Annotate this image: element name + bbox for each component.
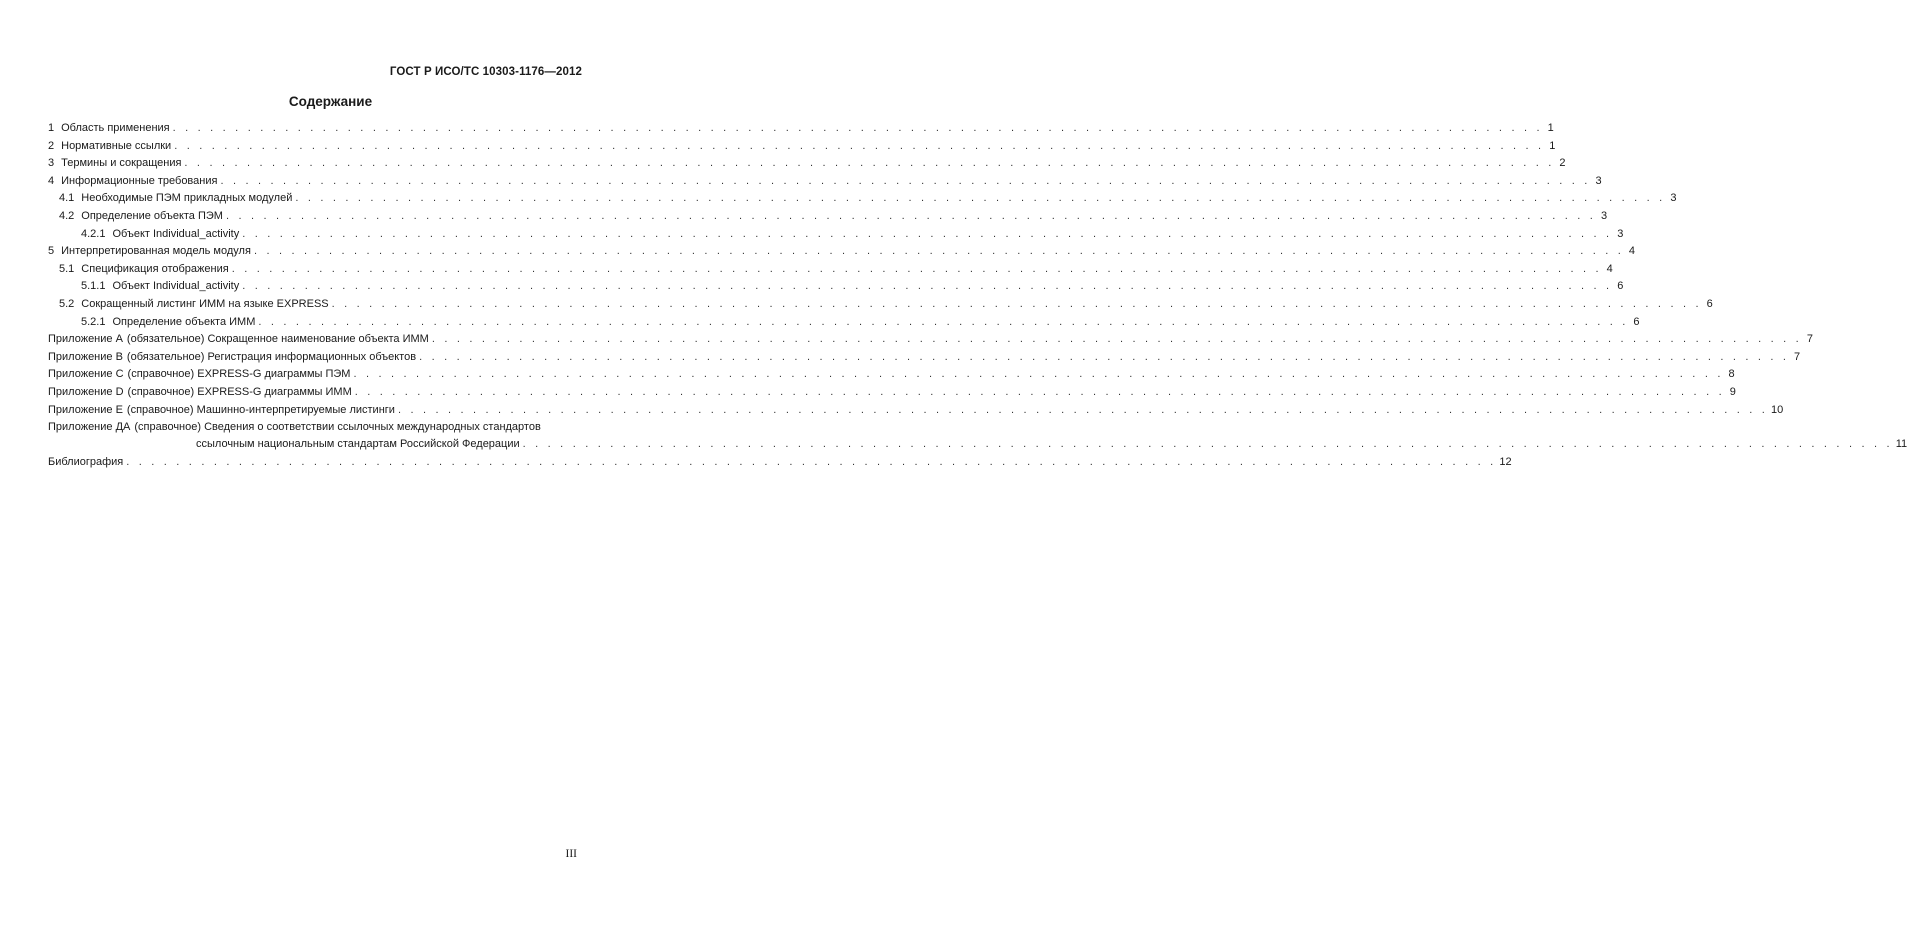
leader-dots: . . . . . . . . . . . . . . . . . . . . . . . . . . . . . . . . . . . . . . . . . . . . . . . . . . . . . . . . . . . . . . . . . . . . . . . . . . . . . . . . . . . . . . . . . . . . . . . . . . . . . . . . . . . . . .	[220, 174, 1591, 187]
toc-entry-number: Приложение ДА	[48, 421, 131, 434]
toc-entry[interactable]	[48, 174, 1602, 188]
toc-entry-title: Интерпретированная модель модуля	[61, 245, 251, 258]
leader-dots: . . . . . . . . . . . . . . . . . . . . . . . . . . . . . . . . . . . . . . . . . . . . . . . . . . . . . . . . . . . . . . . . . . . . . . . . . . . . . . . . . . . . . . . . . . . . . . . . . . . . . . . . . . . . . .	[231, 262, 1602, 275]
toc-entry-number: Приложение Е	[48, 403, 123, 416]
toc-entry-title: (справочное) Машинно-интерпретируемые листинги	[126, 403, 395, 416]
toc-entry-title: Нормативные ссылки	[61, 139, 172, 152]
leader-dots: . . . . . . . . . . . . . . . . . . . . . . . . . . . . . . . . . . . . . . . . . . . . . . . . . . . . . . . . . . . . . . . . . . . . . . . . . . . . . . . . . . . . . . . . . . . . . . . . . . . . . . . . . . . . . .	[258, 315, 1629, 328]
leader-dots: . . . . . . . . . . . . . . . . . . . . . . . . . . . . . . . . . . . . . . . . . . . . . . . . . . . . . . . . . . . . . . . . . . . . . . . . . . . . . . . . . . . . . . . . . . . . . . . . . . . . . . . . . . . . . .	[253, 245, 1625, 258]
toc-entry-page: 10	[1771, 403, 1784, 416]
toc-entry-title: Термины и сокращения	[61, 157, 182, 170]
toc-entry[interactable]	[48, 297, 1713, 311]
leader-dots: . . . . . . . . . . . . . . . . . . . . . . . . . . . . . . . . . . . . . . . . . . . . . . . . . . . . . . . . . . . . . . . . . . . . . . . . . . . . . . . . . . . . . . . . . . . . . . . . . . . . . . . . . . . . . .	[431, 333, 1802, 346]
page-number: III	[565, 848, 577, 860]
toc-entry-title-continued: ссылочным национальным стандартам Российской Федерации	[196, 438, 520, 451]
toc-entry[interactable]	[48, 157, 1566, 170]
toc-entry-title: (справочное) Сведения о соответствии ссылочных международных стандартов	[134, 421, 541, 434]
toc-entry-page: 1	[1549, 139, 1556, 152]
toc-entry-number: Приложение С	[48, 368, 124, 381]
toc-entry[interactable]	[48, 262, 1613, 276]
leader-dots: . . . . . . . . . . . . . . . . . . . . . . . . . . . . . . . . . . . . . . . . . . . . . . . . . . . . . . . . . . . . . . . . . . . . . . . . . . . . . . . . . . . . . . . . . . . . . . . . . . . . . . . . . . . . . .	[353, 368, 1724, 381]
toc-entry-page: 6	[1706, 297, 1713, 310]
toc-entry-page: 1	[1547, 122, 1554, 134]
toc-entry-number: 3	[48, 157, 55, 170]
toc-entry-annex[interactable]	[48, 333, 1813, 346]
toc-entry-title: Определение объекта ПЭМ	[81, 209, 223, 222]
toc-entry[interactable]	[48, 280, 1624, 293]
toc-entry-page: 3	[1595, 174, 1602, 187]
leader-dots: . . . . . . . . . . . . . . . . . . . . . . . . . . . . . . . . . . . . . . . . . . . . . . . . . . . . . . . . . . . . . . . . . . . . . . . . . . . . . . . . . . . . . . . . . . . . . . . . . . . . . . . . . . . . . .	[397, 403, 1769, 416]
toc-entry-page: 6	[1617, 280, 1624, 293]
leader-dots: . . . . . . . . . . . . . . . . . . . . . . . . . . . . . . . . . . . . . . . . . . . . . . . . . . . . . . . . . . . . . . . . . . . . . . . . . . . . . . . . . . . . . . . . . . . . . . . . . . . . . . . . . . . . . .	[242, 227, 1613, 240]
toc-entry-title: (справочное) EXPRESS-G диаграммы ПЭМ	[127, 368, 351, 381]
toc-entry-title: (обязательное) Сокращенное наименование объекта ИММ	[126, 333, 429, 346]
toc-entry-title: Сокращенный листинг ИММ на языке EXPRESS	[81, 297, 329, 310]
toc-entry-number: 5.2	[59, 297, 75, 310]
leader-dots: . . . . . . . . . . . . . . . . . . . . . . . . . . . . . . . . . . . . . . . . . . . . . . . . . . . . . . . . . . . . . . . . . . . . . . . . . . . . . . . . . . . . . . . . . . . . . . . . . . . . . . . . . . . . . .	[184, 157, 1555, 170]
leader-dots: . . . . . . . . . . . . . . . . . . . . . . . . . . . . . . . . . . . . . . . . . . . . . . . . . . . . . . . . . . . . . . . . . . . . . . . . . . . . . . . . . . . . . . . . . . . . . . . . . . . . . . . . . . . . . .	[522, 438, 1893, 451]
leader-dots: . . . . . . . . . . . . . . . . . . . . . . . . . . . . . . . . . . . . . . . . . . . . . . . . . . . . . . . . . . . . . . . . . . . . . . . . . . . . . . . . . . . . . . . . . . . . . . . . . . . . . . . . . . . . . .	[419, 350, 1790, 363]
toc-entry-title: Объект Individual_activity	[112, 227, 240, 240]
toc-entry-number: Приложение В	[48, 350, 123, 363]
toc-entry-page: 8	[1728, 368, 1735, 381]
toc-entry-number: Приложение D	[48, 385, 124, 398]
leader-dots: . . . . . . . . . . . . . . . . . . . . . . . . . . . . . . . . . . . . . . . . . . . . . . . . . . . . . . . . . . . . . . . . . . . . . . . . . . . . . . . . . . . . . . . . . . . . . . . . . . . . . . . . . . . . . .	[295, 192, 1666, 205]
toc-entry-title: (обязательное) Регистрация информационных объектов	[126, 350, 417, 363]
leader-dots: . . . . . . . . . . . . . . . . . . . . . . . . . . . . . . . . . . . . . . . . . . . . . . . . . . . . . . . . . . . . . . . . . . . . . . . . . . . . . . . . . . . . . . . . . . . . . . . . . . . . . . . . . . . . . .	[354, 385, 1725, 398]
toc-entry-annex[interactable]	[48, 350, 1801, 364]
leader-dots: . . . . . . . . . . . . . . . . . . . . . . . . . . . . . . . . . . . . . . . . . . . . . . . . . . . . . . . . . . . . . . . . . . . . . . . . . . . . . . . . . . . . . . . . . . . . . . . . . . . . . . . . . . . . . .	[126, 455, 1497, 468]
toc-entry-page: 3	[1600, 209, 1608, 222]
toc-entry-page: 4	[1606, 262, 1613, 275]
toc-entry[interactable]	[48, 209, 1608, 223]
toc-entry[interactable]	[48, 192, 1677, 205]
toc-entry-page: 12	[1499, 455, 1512, 468]
toc-entry-title: Информационные требования	[61, 174, 218, 187]
toc-entry-annex[interactable]	[48, 368, 1735, 381]
leader-dots: . . . . . . . . . . . . . . . . . . . . . . . . . . . . . . . . . . . . . . . . . . . . . . . . . . . . . . . . . . . . . . . . . . . . . . . . . . . . . . . . . . . . . . . . . . . . . . . . . . . . . . . . . . . . . .	[172, 122, 1543, 134]
toc-entry-page: 7	[1806, 333, 1813, 346]
toc-entry[interactable]	[48, 122, 1554, 135]
toc-entry-number: 1	[48, 122, 55, 134]
toc-entry[interactable]	[48, 245, 1636, 258]
toc-entry-title: Библиография	[48, 455, 124, 468]
toc-entry-page: 2	[1559, 157, 1566, 170]
toc-entry-annex[interactable]	[48, 385, 1736, 399]
toc-entry-number: 5.1.1	[81, 280, 106, 293]
toc-entry-title: Необходимые ПЭМ прикладных модулей	[81, 192, 293, 205]
table-of-contents	[48, 122, 1907, 473]
toc-entry-number: Приложение А	[48, 333, 123, 346]
toc-entry-title: Объект Individual_activity	[112, 280, 240, 293]
toc-entry-annex[interactable]	[48, 403, 1784, 417]
toc-entry-number: 5	[48, 245, 55, 258]
toc-entry-number: 4.2.1	[81, 227, 106, 240]
toc-entry-page: 3	[1670, 192, 1677, 205]
toc-entry-number: 4.2	[59, 209, 75, 222]
toc-entry-page: 3	[1617, 227, 1624, 240]
leader-dots: . . . . . . . . . . . . . . . . . . . . . . . . . . . . . . . . . . . . . . . . . . . . . . . . . . . . . . . . . . . . . . . . . . . . . . . . . . . . . . . . . . . . . . . . . . . . . . . . . . . . . . . . . . . . . .	[331, 297, 1702, 310]
toc-title: Содержание	[288, 94, 373, 109]
toc-entry-number: 5.1	[59, 262, 75, 275]
leader-dots: . . . . . . . . . . . . . . . . . . . . . . . . . . . . . . . . . . . . . . . . . . . . . . . . . . . . . . . . . . . . . . . . . . . . . . . . . . . . . . . . . . . . . . . . . . . . . . . . . . . . . . . . . . . . . .	[225, 209, 1597, 222]
toc-entry-title: Спецификация отображения	[81, 262, 229, 275]
toc-entry-bibliography[interactable]	[48, 455, 1512, 469]
toc-entry[interactable]	[48, 139, 1556, 153]
leader-dots: . . . . . . . . . . . . . . . . . . . . . . . . . . . . . . . . . . . . . . . . . . . . . . . . . . . . . . . . . . . . . . . . . . . . . . . . . . . . . . . . . . . . . . . . . . . . . . . . . . . . . . . . . . . . . .	[242, 280, 1613, 293]
toc-entry-title: (справочное) EXPRESS-G диаграммы ИММ	[127, 385, 352, 398]
toc-entry-page: 7	[1794, 350, 1801, 363]
toc-entry-number: 5.2.1	[81, 315, 106, 328]
document-code: ГОСТ Р ИСО/ТС 10303-1176—2012	[389, 66, 582, 78]
toc-entry-number: 4	[48, 174, 55, 187]
toc-entry-annex[interactable]	[48, 421, 1907, 451]
leader-dots: . . . . . . . . . . . . . . . . . . . . . . . . . . . . . . . . . . . . . . . . . . . . . . . . . . . . . . . . . . . . . . . . . . . . . . . . . . . . . . . . . . . . . . . . . . . . . . . . . . . . . . . . . . . . . .	[174, 139, 1545, 152]
toc-entry-number: 4.1	[59, 192, 75, 205]
toc-entry-title: Определение объекта ИММ	[112, 315, 256, 328]
toc-entry[interactable]	[48, 227, 1624, 241]
toc-entry-page: 6	[1633, 315, 1640, 328]
toc-entry[interactable]	[48, 315, 1640, 329]
toc-entry-title: Область применения	[61, 122, 170, 134]
toc-entry-page: 4	[1628, 245, 1636, 258]
toc-entry-number: 2	[48, 139, 55, 152]
toc-entry-page: 9	[1729, 385, 1736, 398]
toc-entry-page: 11	[1895, 438, 1907, 451]
